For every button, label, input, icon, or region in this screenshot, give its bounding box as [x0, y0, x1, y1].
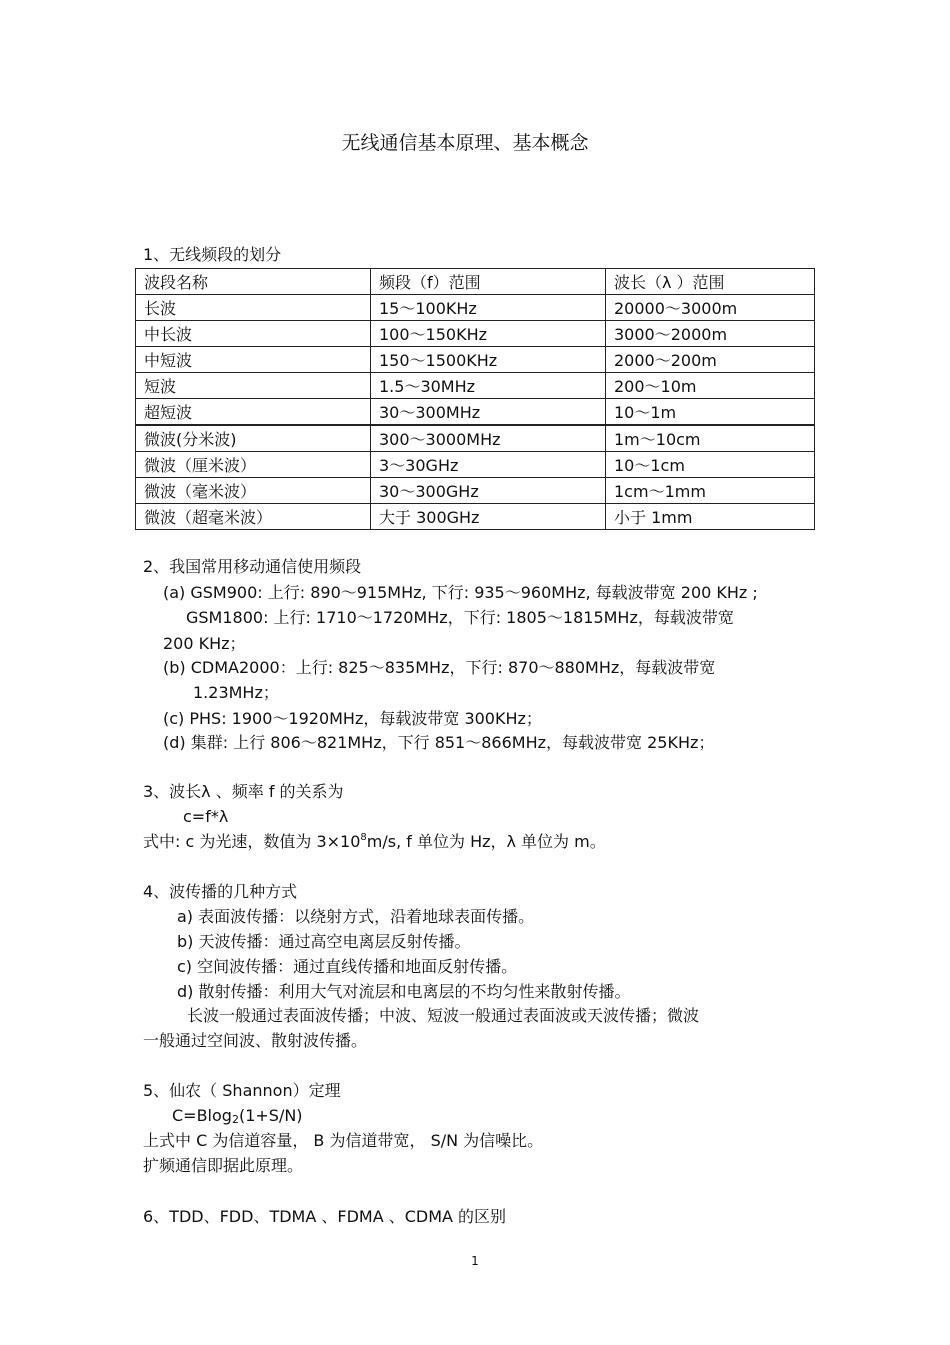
- page-number: 1: [471, 1254, 479, 1268]
- exponent: 8: [360, 832, 367, 843]
- table-cell: 100～150KHz: [371, 321, 606, 347]
- table-cell: 中短波: [136, 347, 371, 373]
- section-5-heading: 5、仙农（ Shannon）定理: [143, 1081, 341, 1100]
- table-cell: 30～300GHz: [371, 478, 606, 504]
- trunking-line: (d) 集群: 上行 806～821MHz，下行 851～866MHz，每载波带宽 25KHz；: [163, 733, 715, 752]
- table-cell: 微波(分米波): [136, 425, 371, 452]
- explanation-text: 式中: c 为光速，数值为 3×10: [143, 832, 361, 851]
- table-row: [136, 478, 815, 504]
- gsm1800-line: GSM1800: 上行: 1710～1720MHz，下行: 1805～1815MHz，每载波带宽: [186, 608, 734, 627]
- table-cell: 200～10m: [606, 373, 815, 399]
- table-cell: 微波（超毫米波）: [136, 504, 371, 530]
- section-4-heading: 4、波传播的几种方式: [143, 882, 298, 901]
- table-cell: 20000～3000m: [606, 295, 815, 321]
- table-cell: 大于 300GHz: [371, 504, 606, 530]
- table-cell: 1cm～1mm: [606, 478, 815, 504]
- shannon-formula: [172, 1106, 303, 1126]
- table-row: [136, 373, 815, 399]
- phs-line: (c) PHS: 1900～1920MHz，每载波带宽 300KHz；: [163, 709, 542, 728]
- formula-text: (1+S/N): [238, 1106, 303, 1125]
- table-cell: 1.5～30MHz: [371, 373, 606, 399]
- table-header-cell: 频段（f）范围: [371, 269, 606, 295]
- list-item: d) 散射传播：利用大气对流层和电离层的不均匀性来散射传播。: [177, 982, 631, 1001]
- section-1-heading: 1、无线频段的划分: [143, 245, 282, 264]
- list-item: c) 空间波传播：通过直线传播和地面反射传播。: [177, 957, 518, 976]
- table-row: [136, 452, 815, 478]
- table-cell: 2000～200m: [606, 347, 815, 373]
- table-row: [136, 425, 815, 452]
- explanation-text: m/s, f 单位为 Hz，λ 单位为 m。: [366, 832, 606, 851]
- table-row: [136, 399, 815, 426]
- table-row: [136, 321, 815, 347]
- table-cell: 微波（厘米波）: [136, 452, 371, 478]
- table-header-cell: 波长（λ ）范围: [606, 269, 815, 295]
- cdma2000-line: (b) CDMA2000：上行: 825～835MHz，下行: 870～880MHz，每载波带宽: [163, 658, 716, 677]
- gsm900-line: (a) GSM900: 上行: 890～915MHz, 下行: 935～960MHz, 每载波带宽 200 KHz ;: [163, 583, 758, 602]
- gsm1800-bandwidth: 200 KHz；: [163, 634, 246, 653]
- table-cell: 15～100KHz: [371, 295, 606, 321]
- list-item: b) 天波传播：通过高空电离层反射传播。: [177, 932, 471, 951]
- table-cell: 小于 1mm: [606, 504, 815, 530]
- table-cell: 微波（毫米波）: [136, 478, 371, 504]
- subscript: 2: [231, 1113, 239, 1126]
- table-cell: 3～30GHz: [371, 452, 606, 478]
- table-cell: 10～1m: [606, 399, 815, 426]
- table-cell: 30～300MHz: [371, 399, 606, 426]
- frequency-band-table: [135, 268, 815, 530]
- table-header-cell: 波段名称: [136, 269, 371, 295]
- table-cell: 10～1cm: [606, 452, 815, 478]
- table-cell: 中长波: [136, 321, 371, 347]
- table-cell: 3000～2000m: [606, 321, 815, 347]
- table-cell: 1m～10cm: [606, 425, 815, 452]
- section-2-heading: 2、我国常用移动通信使用频段: [143, 557, 362, 576]
- table-cell: 长波: [136, 295, 371, 321]
- section-3-heading: 3、波长λ 、频率 f 的关系为: [143, 782, 344, 801]
- wave-formula: c=f*λ: [183, 807, 229, 826]
- page-title: 无线通信基本原理、基本概念: [341, 132, 589, 154]
- cdma2000-bandwidth: 1.23MHz；: [193, 683, 279, 702]
- formula-explanation: 上式中 C 为信道容量， B 为信道带宽， S/N 为信噪比。: [143, 1131, 544, 1150]
- formula-explanation: [143, 832, 606, 852]
- table-cell: 150～1500KHz: [371, 347, 606, 373]
- table-header-row: [136, 269, 815, 295]
- table-row: [136, 504, 815, 530]
- formula-text: C=Blog: [172, 1106, 232, 1125]
- table-cell: 300～3000MHz: [371, 425, 606, 452]
- paragraph-line: 一般通过空间波、散射波传播。: [143, 1031, 368, 1050]
- paragraph-line: 长波一般通过表面波传播；中波、短波一般通过表面波或天波传播；微波: [187, 1006, 700, 1025]
- table-cell: 超短波: [136, 399, 371, 426]
- table-cell: 短波: [136, 373, 371, 399]
- table-row: [136, 347, 815, 373]
- paragraph-line: 扩频通信即据此原理。: [143, 1156, 304, 1175]
- table-row: [136, 295, 815, 321]
- section-6-heading: 6、TDD、FDD、TDMA 、FDMA 、CDMA 的区别: [143, 1207, 507, 1226]
- list-item: a) 表面波传播：以绕射方式，沿着地球表面传播。: [177, 907, 535, 926]
